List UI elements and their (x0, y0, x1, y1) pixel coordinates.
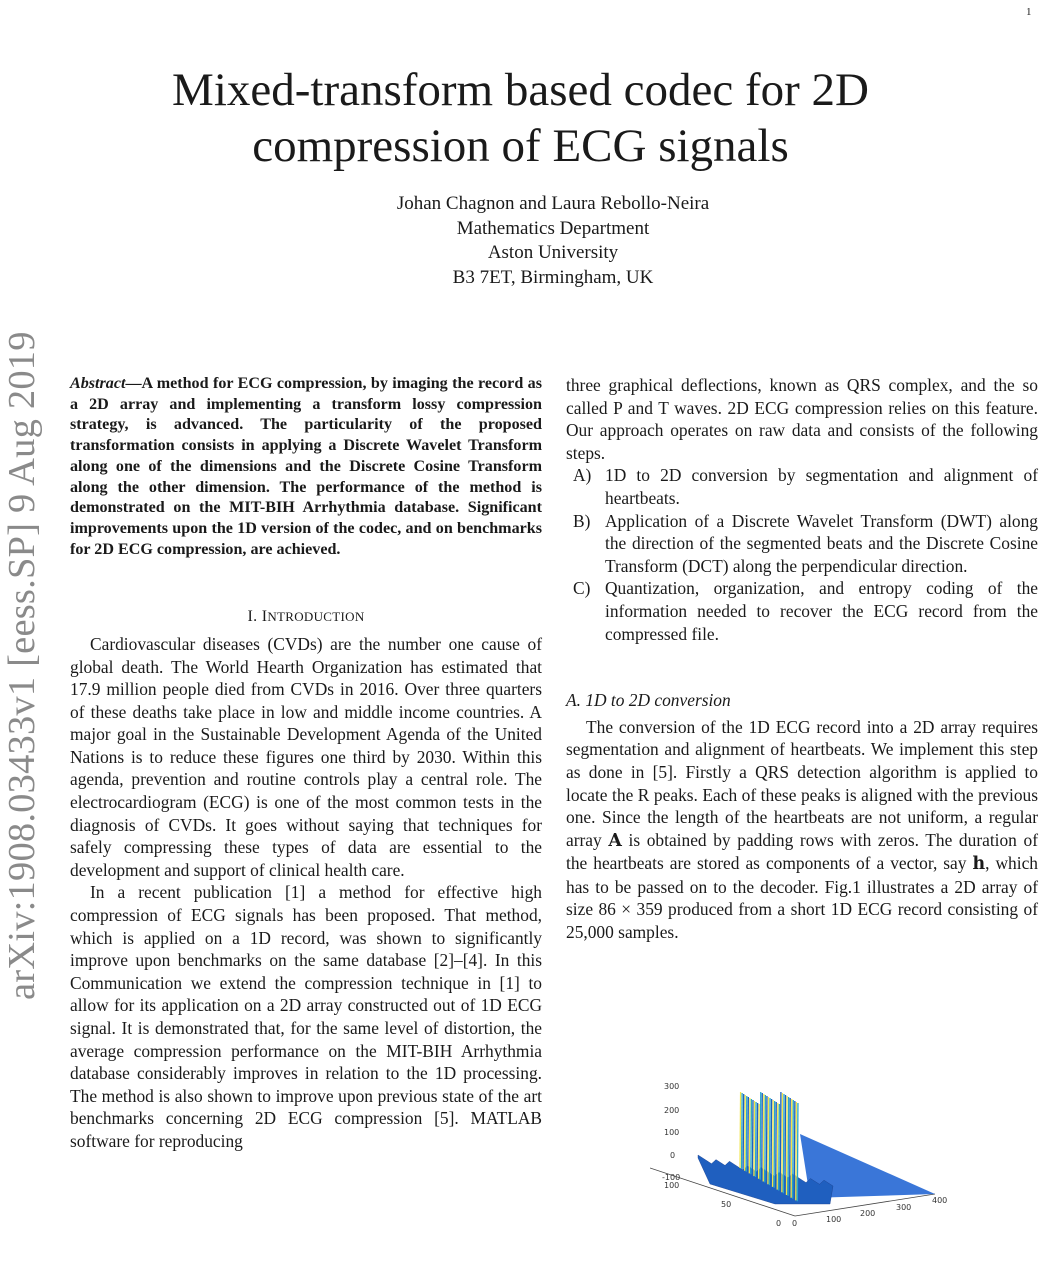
list-item (566, 577, 1038, 645)
surface-peak-line (762, 1093, 763, 1181)
author-department: Mathematics Department (456, 217, 650, 239)
abstract (70, 374, 542, 560)
surface-peak-line (756, 1102, 757, 1177)
surface-peak-line (797, 1103, 798, 1201)
z-tick-label: 300 (664, 1082, 680, 1091)
y-tick-label: 100 (664, 1181, 680, 1190)
title-line-2: compression of ECG signals (252, 120, 789, 172)
step-text: 1D to 2D conversion by segmentation and alignment of heartbeats. (605, 465, 1038, 508)
surface-peak-line (745, 1095, 746, 1171)
x-tick-label: 300 (896, 1203, 912, 1212)
author-university: Aston University (487, 242, 619, 263)
subsection-paragraph (566, 716, 1038, 944)
abstract-body: —A method for ECG compression, by imaging the record as a 2D array and implementing a transform lossy compression strategy, is advanced. The particularity of the proposed transformation consists in applying a Discrete Wavelet Transform along one of the dimensions and the Discrete Cosine Transform along the other dimension. The performance of the method is demonstrated on the MIT-BIH Arrhythmia database. Significant improvements upon the 1D version of the codec, and on benchmarks for 2D ECG compression, are achieved. (70, 375, 542, 558)
surface-peak-line (774, 1101, 775, 1188)
z-axis-ticks (662, 1082, 680, 1182)
surface-peak-line (777, 1103, 778, 1190)
intro-paragraph-2: In a recent publication [1] a method for effective high compression of ECG signals has been proposed. That method, which is applied on a 1D record, was shown to significantly improve upon benchmarks on the same database [2]–[4]. In this Communication we extend the compression technique in [1] to allow for its application on a 2D array constructed out of 1D ECG signal. It is demonstrated that, for the same level of distortion, the average compression performance on the MIT-BIH Arrhythmia database considerably improves in relation to the 1D processing. The method is also shown to improve upon previous state of the art benchmarks concerning 2D ECG compression [5]. MATLAB software for reproducing (70, 882, 542, 1151)
surface-peak-line (793, 1100, 794, 1199)
paper-title (0, 62, 1041, 174)
abstract-label: Abstract (70, 375, 126, 392)
text-segment: , which has to be passed on to the decoder. Fig.1 illustrates a 2D array of size 86 × 359 produced from a short 1D ECG record consisting of 25,000 samples. (566, 853, 1038, 943)
subsection-heading: A. 1D to 2D conversion (566, 690, 731, 711)
steps-list (566, 464, 1038, 645)
surface-peak-line (769, 1098, 770, 1185)
surface-peak-line (783, 1094, 784, 1193)
surface-peak-line (794, 1101, 795, 1200)
section-number: I. (247, 608, 262, 626)
vector-symbol-h: h (972, 854, 986, 875)
z-tick-label: 200 (664, 1106, 680, 1115)
page-number: 1 (1026, 6, 1032, 18)
x-tick-label: 0 (792, 1219, 798, 1228)
intro-paragraph-1: Cardiovascular diseases (CVDs) are the number one cause of global death. The World Hearth Organization has estimated that 17.9 million people died from CVDs in 2016. Over three quarters of these deaths take place in low and middle income countries. A major goal in the Sustainable Development Agenda of the United Nations is to reduce these figures one third by 2030. Within this agenda, prevention and routine controls play a central role. The electrocardiogram (ECG) is one of the most common tests in the diagnosis of CVDs. It goes without saying that techniques for safely compressing these types of data are essential to the development and support of clinical health care. (70, 633, 542, 880)
surface-peak-line (791, 1099, 792, 1198)
z-tick-label: 100 (664, 1128, 680, 1137)
surface-peak-line (760, 1092, 761, 1180)
list-item (566, 464, 1038, 509)
arxiv-identifier[interactable]: arXiv:1908.03433v1 [eess.SP] 9 Aug 2019 (1, 331, 43, 1000)
z-tick-label: 0 (670, 1151, 676, 1160)
right-column (566, 374, 1038, 944)
right-paragraph-1: three graphical deflections, known as QRS complex, and the so called P and T waves. 2D ECG compression relies on this feature. Our approach operates on raw data and consists of the following steps. (566, 375, 1038, 463)
surface-peak-line (790, 1098, 791, 1197)
x-tick-label: 400 (932, 1196, 948, 1205)
y-tick-label: 0 (776, 1219, 782, 1228)
surface-peak-line (752, 1100, 753, 1175)
surface-peak-line (746, 1096, 747, 1172)
step-marker: A) (573, 465, 592, 486)
surface-peak-line (757, 1103, 758, 1178)
surface-peak-line (743, 1094, 744, 1170)
matrix-symbol-a: A (608, 830, 622, 851)
x-tick-label: 200 (860, 1209, 876, 1218)
surface-peak-line (768, 1097, 769, 1184)
section-title-rest: NTRODUCTION (267, 609, 365, 625)
z-tick-label: -100 (662, 1173, 681, 1182)
author-block (0, 192, 1041, 290)
step-marker: B) (573, 510, 591, 531)
x-tick-label: 100 (826, 1215, 842, 1224)
surface-peak-line (754, 1101, 755, 1176)
surface-peak-line (766, 1096, 767, 1183)
surface-peak-line (748, 1097, 749, 1173)
surface-peak-line (751, 1099, 752, 1174)
surface-peak-line (763, 1094, 764, 1182)
section-heading-introduction (70, 606, 542, 629)
surface-peak-line (759, 1104, 760, 1179)
surface-peak-line (749, 1098, 750, 1173)
surface-peak-line (740, 1092, 741, 1168)
surface-peak-line (779, 1104, 780, 1191)
surface-peak-line (796, 1102, 797, 1200)
title-line-1: Mixed-transform based codec for 2D (172, 64, 869, 116)
surface-peak-line (776, 1102, 777, 1189)
surface-peak-line (771, 1099, 772, 1186)
left-column (70, 374, 542, 1153)
figure-surface (698, 1092, 935, 1204)
list-item (566, 510, 1038, 578)
surface-peak-line (787, 1096, 788, 1195)
surface-peak-line (782, 1093, 783, 1192)
text-segment: is obtained by padding rows with zeros. The duration of the heartbeats are stored as components of a vector, say (566, 829, 1038, 874)
step-marker: C) (573, 578, 591, 599)
surface-peak-line (773, 1100, 774, 1187)
author-names: Johan Chagnon and Laura Rebollo-Neira (396, 193, 710, 214)
step-text: Application of a Discrete Wavelet Transform (DWT) along the direction of the segmented beats and the Discrete Cosine Transform (DCT) along the perpendicular direction. (605, 510, 1038, 576)
figure-1-surface-plot (650, 1076, 950, 1236)
surface-peak-line (788, 1097, 789, 1196)
author-address: B3 7ET, Birmingham, UK (452, 266, 654, 288)
surface-peak-line (780, 1092, 781, 1191)
surface-peak-line (785, 1095, 786, 1194)
section-initial: I (261, 608, 268, 626)
surface-peak-line (765, 1095, 766, 1182)
surface-peak-line (742, 1093, 743, 1169)
text-segment: The conversion of the 1D ECG record into a 2D array requires segmentation and alignment of heartbeats. We implement this step as done in [5]. Firstly a QRS detection algorithm is applied to locate the R peaks. Each of these peaks is aligned with the previous one. Since the length of the heartbeats are not uniform, a regular array (566, 716, 1038, 850)
step-text: Quantization, organization, and entropy coding of the information needed to recover the ECG record from the compressed file. (605, 578, 1038, 644)
y-tick-label: 50 (721, 1200, 732, 1209)
